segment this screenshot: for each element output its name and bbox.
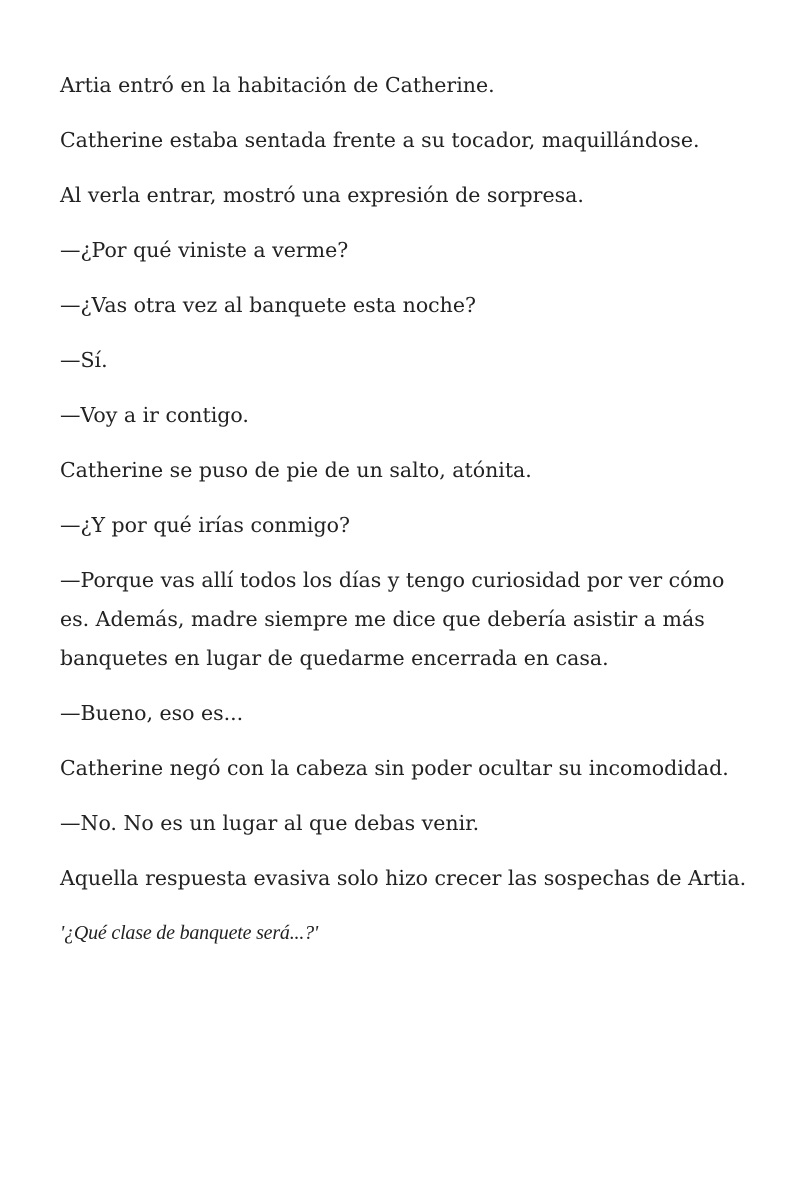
paragraph: Aquella respuesta evasiva solo hizo crecer las sospechas de Artia. <box>60 866 747 890</box>
dialogue-line: —Voy a ir contigo. <box>60 403 249 427</box>
paragraph: Catherine estaba sentada frente a su tocador, maquillándose. <box>60 128 700 152</box>
dialogue-line: —Porque vas allí todos los días y tengo curiosidad por ver cómo es. Además, madre siempre me dice que debería asistir a más banquetes en lugar de quedarme encerrada en casa. <box>60 568 725 670</box>
dialogue-line: —No. No es un lugar al que debas venir. <box>60 811 480 835</box>
paragraph: Catherine negó con la cabeza sin poder ocultar su incomodidad. <box>60 756 729 780</box>
story-text <box>60 66 750 968</box>
paragraph: Al verla entrar, mostró una expresión de sorpresa. <box>60 183 584 207</box>
dialogue-line: —Sí. <box>60 348 108 372</box>
dialogue-line: —¿Vas otra vez al banquete esta noche? <box>60 293 476 317</box>
inner-thought: '¿Qué clase de banquete será...?' <box>60 922 318 944</box>
dialogue-line: —¿Por qué viniste a verme? <box>60 238 349 262</box>
paragraph: Artia entró en la habitación de Catherine. <box>60 73 495 97</box>
dialogue-line: —Bueno, eso es... <box>60 701 244 725</box>
paragraph: Catherine se puso de pie de un salto, atónita. <box>60 458 532 482</box>
dialogue-line: —¿Y por qué irías conmigo? <box>60 513 350 537</box>
